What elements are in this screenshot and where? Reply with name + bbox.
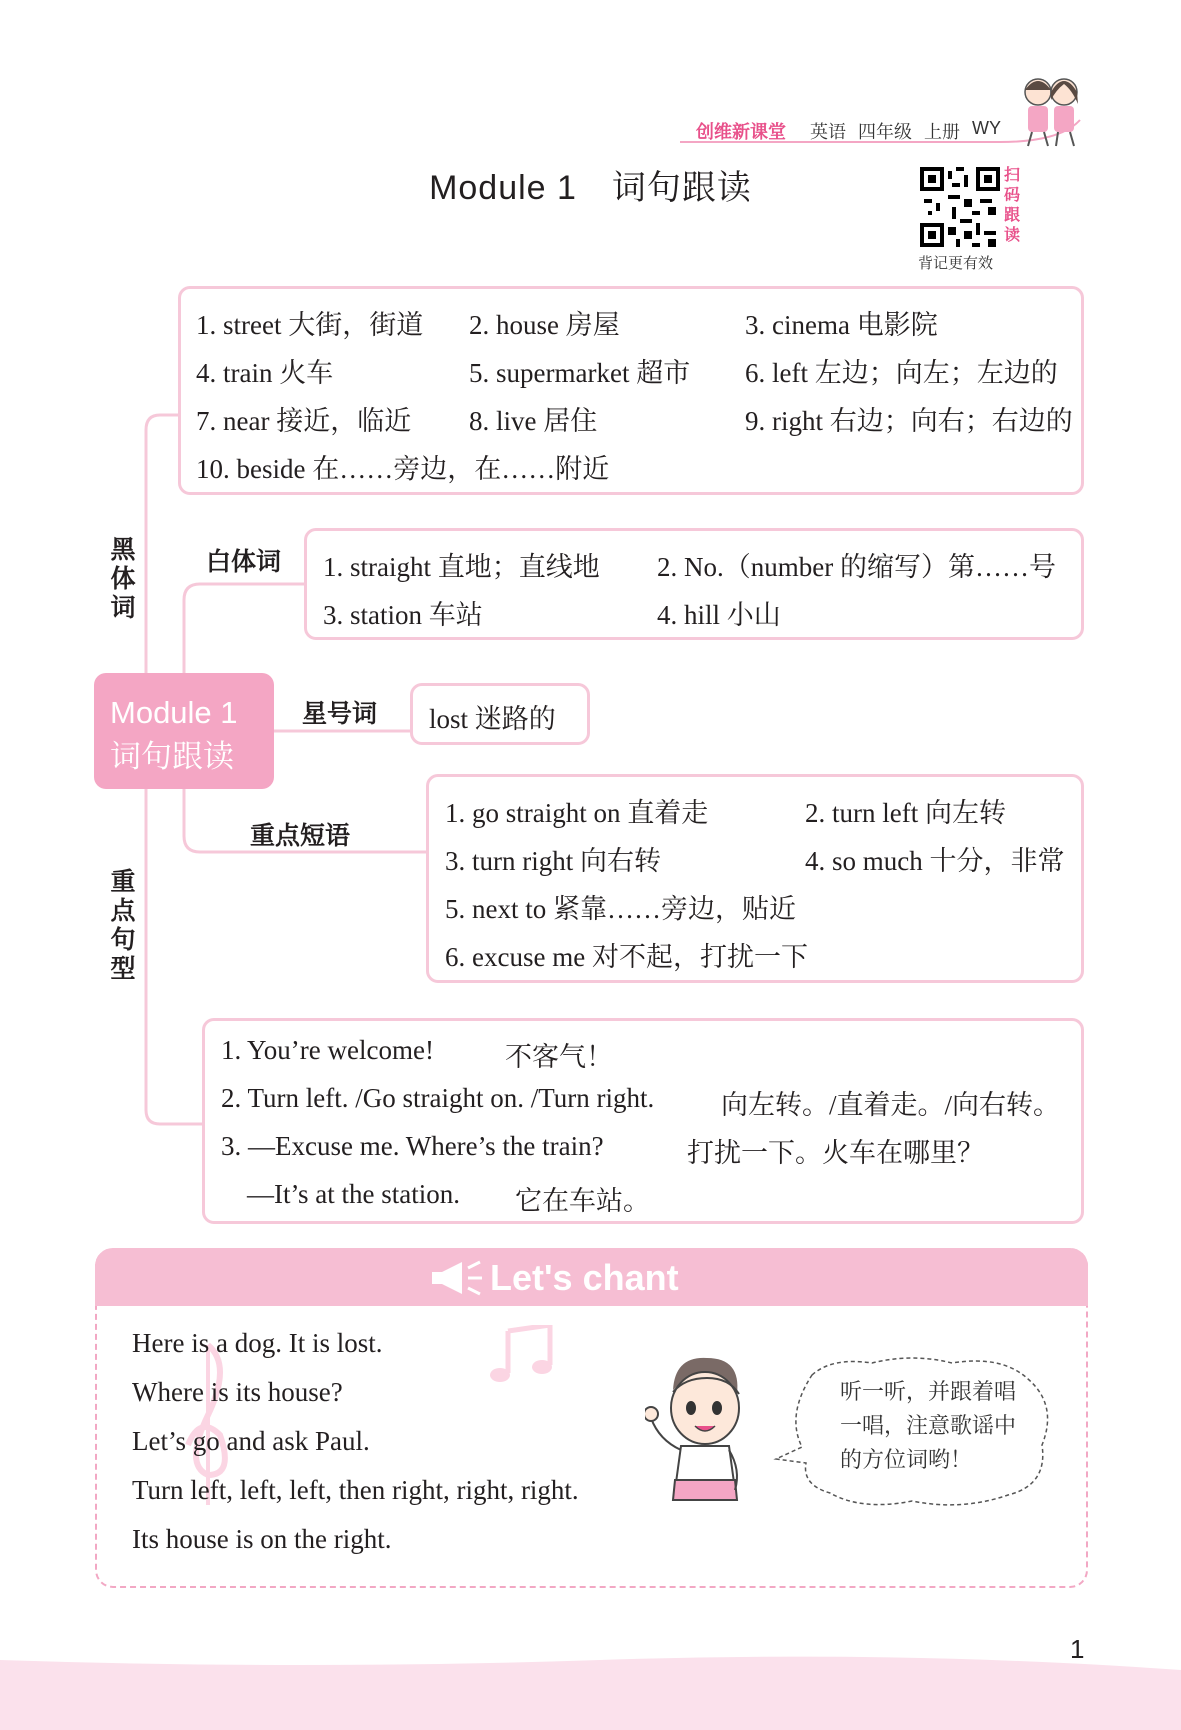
bold-words-label: 黑 体 词 bbox=[110, 536, 136, 622]
list-item: 2. No.（number 的缩写）第……号 bbox=[657, 552, 1056, 582]
header-grade: 四年级 bbox=[858, 122, 912, 142]
list-item: 2. house 房屋 bbox=[469, 310, 620, 340]
list-item: 6. excuse me 对不起，打扰一下 bbox=[445, 942, 808, 972]
star-words-label: 星号词 bbox=[302, 700, 378, 728]
page-number: 1 bbox=[1070, 1634, 1085, 1664]
sentence-en: 1. You’re welcome! bbox=[221, 1035, 434, 1065]
chant-line: Its house is on the right. bbox=[132, 1524, 392, 1554]
sentence-zh: 打扰一下。火车在哪里？ bbox=[687, 1138, 984, 1168]
sentence-zh: 不客气！ bbox=[505, 1042, 613, 1072]
megaphone-icon bbox=[428, 1258, 484, 1298]
list-item: 4. so much 十分，非常 bbox=[805, 846, 1065, 876]
list-item: 7. near 接近，临近 bbox=[196, 406, 412, 436]
list-item: 6. left 左边；向左；左边的 bbox=[745, 358, 1058, 388]
phrases-box bbox=[426, 774, 1084, 983]
key-sentences-label: 重 点 句 型 bbox=[110, 868, 136, 983]
list-item: 2. turn left 向左转 bbox=[805, 798, 1006, 828]
chant-title: Let's chant bbox=[490, 1257, 679, 1298]
header-term: 上册 bbox=[924, 122, 960, 142]
list-item: 8. live 居住 bbox=[469, 406, 598, 436]
chant-line: Where is its house? bbox=[132, 1377, 343, 1407]
sentence-en: 2. Turn left. /Go straight on. /Turn right. bbox=[221, 1083, 655, 1113]
sentence-zh: 它在车站。 bbox=[515, 1186, 650, 1216]
list-item: lost 迷路的 bbox=[429, 704, 556, 734]
bold-words-box bbox=[178, 286, 1084, 495]
list-item: 3. cinema 电影院 bbox=[745, 310, 938, 340]
phrases-label: 重点短语 bbox=[250, 822, 351, 850]
chant-line: Turn left, left, left, then right, right, right. bbox=[132, 1475, 579, 1505]
list-item: 5. supermarket 超市 bbox=[469, 358, 691, 388]
boy-illustration bbox=[645, 1350, 765, 1510]
chant-line: Let’s go and ask Paul. bbox=[132, 1426, 370, 1456]
center-node: Module 1 词句跟读 bbox=[94, 673, 274, 789]
list-item: 4. hill 小山 bbox=[657, 600, 781, 630]
list-item: 1. go straight on 直着走 bbox=[445, 798, 709, 828]
sentence-zh: 向左转。/直着走。/向右转。 bbox=[721, 1090, 1061, 1120]
header-subject: 英语 bbox=[810, 122, 846, 142]
list-item: 3. station 车站 bbox=[323, 600, 483, 630]
footer-band bbox=[0, 1640, 1181, 1730]
plain-words-label: 白体词 bbox=[206, 548, 282, 576]
list-item: 5. next to 紧靠……旁边，贴近 bbox=[445, 894, 796, 924]
sentence-en: 3. —Excuse me. Where’s the train? bbox=[221, 1131, 604, 1161]
qr-note: 背记更有效 bbox=[918, 256, 994, 272]
list-item: 4. train 火车 bbox=[196, 358, 334, 388]
list-item: 9. right 右边；向右；右边的 bbox=[745, 406, 1073, 436]
header-edition: WY bbox=[972, 118, 1001, 138]
sentences-box bbox=[202, 1018, 1084, 1224]
star-words-box bbox=[410, 683, 590, 745]
plain-words-box bbox=[304, 528, 1084, 640]
list-item: 3. turn right 向右转 bbox=[445, 846, 661, 876]
list-item: 10. beside 在……旁边，在……附近 bbox=[196, 454, 610, 484]
qr-side-text: 扫 码 跟 读 bbox=[1004, 167, 1021, 244]
chant-line: Here is a dog. It is lost. bbox=[132, 1328, 383, 1358]
list-item: 1. street 大街，街道 bbox=[196, 310, 424, 340]
page-title: Module 1 词句跟读 bbox=[429, 169, 752, 207]
header-brand: 创维新课堂 bbox=[696, 122, 786, 142]
sentence-en: —It’s at the station. bbox=[247, 1179, 460, 1209]
list-item: 1. straight 直地；直线地 bbox=[323, 552, 600, 582]
bubble-text: 听一听，并跟着唱 一唱，注意歌谣中 的方位词哟！ bbox=[840, 1379, 1017, 1472]
